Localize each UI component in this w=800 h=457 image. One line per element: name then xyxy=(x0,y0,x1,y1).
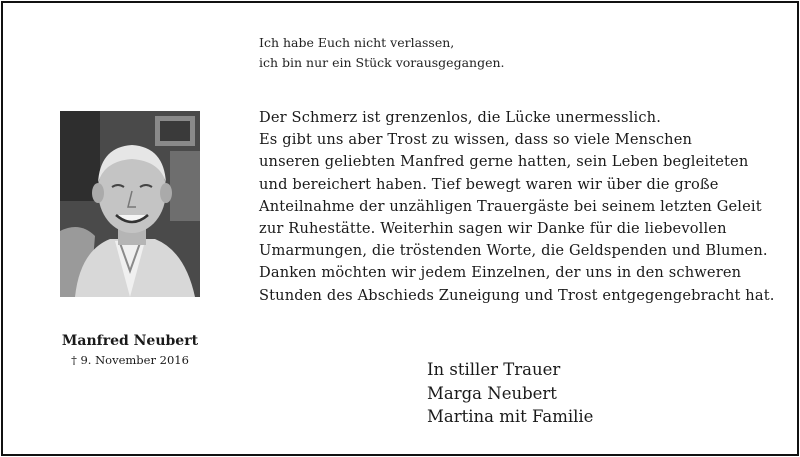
text-line: zur Ruhestätte. Weiterhin sagen wir Danke für die liebevollen xyxy=(259,220,727,238)
motto-line: ich bin nur ein Stück vorausgegangen. xyxy=(259,55,505,70)
text-line: Es gibt uns aber Trost zu wissen, dass so viele Menschen xyxy=(259,131,693,149)
portrait-photo-drawing xyxy=(60,111,200,297)
mourner-name: Martina mit Familie xyxy=(427,407,594,426)
text-line: Anteilnahme der unzähligen Trauergäste bei seinem letzten Geleit xyxy=(259,197,762,215)
death-date: † 9. November 2016 xyxy=(71,353,189,367)
text-line: Danken möchten wir jedem Einzelnen, der uns in den schweren xyxy=(259,264,742,282)
text-line: unseren geliebten Manfred gerne hatten, sein Leben begleiteten xyxy=(259,153,749,171)
motto xyxy=(259,33,505,73)
mourning-phrase: In stiller Trauer xyxy=(427,360,561,379)
text-line: und bereichert haben. Tief bewegt waren wir über die große xyxy=(259,175,719,193)
motto-line: Ich habe Euch nicht verlassen, xyxy=(259,35,455,50)
portrait-photo xyxy=(60,111,200,297)
deceased-name: Manfred Neubert xyxy=(61,333,199,349)
signature-block xyxy=(427,358,593,429)
text-line: Der Schmerz ist grenzenlos, die Lücke unermesslich. xyxy=(259,109,661,126)
text-line: Umarmungen, die tröstenden Worte, die Geldspenden und Blumen. xyxy=(259,242,768,260)
obituary-card xyxy=(1,1,799,456)
text-line: Stunden des Abschieds Zuneigung und Trost entgegengebracht hat. xyxy=(259,286,775,304)
mourner-name: Marga Neubert xyxy=(427,383,557,403)
acknowledgement-text xyxy=(259,107,779,307)
